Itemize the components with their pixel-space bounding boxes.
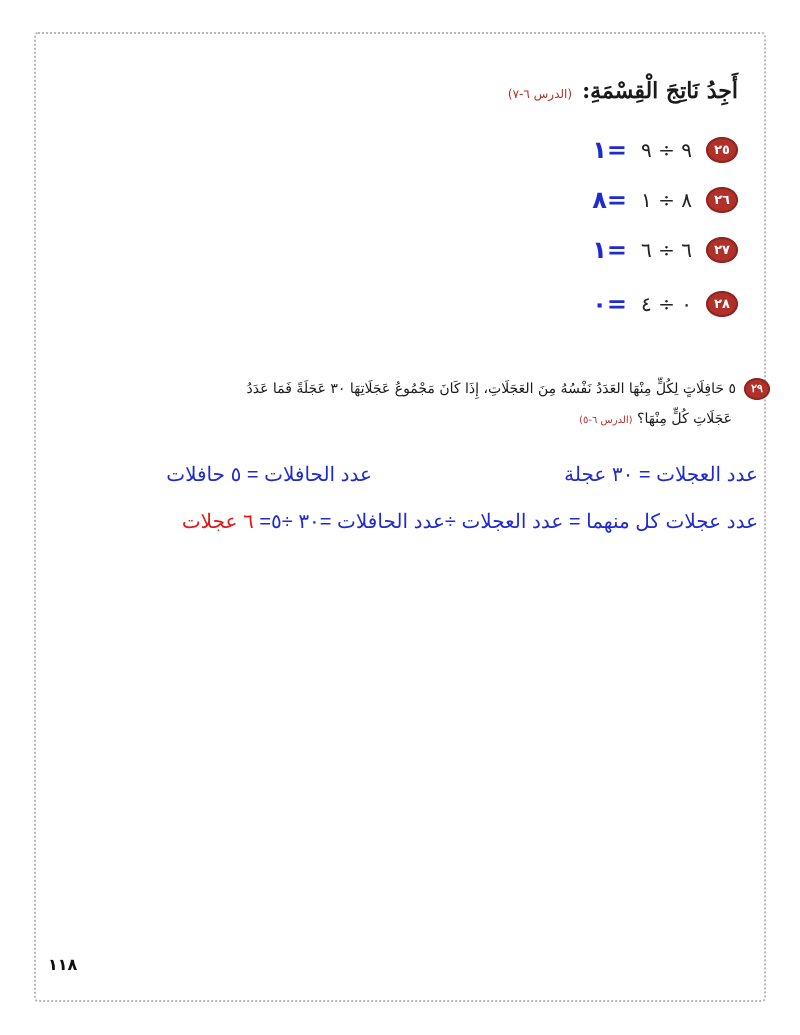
solution-buses: عدد الحافلات = ٥ حافلات [166,464,372,486]
problem-expression: ٠ ÷ ٤ [641,292,692,316]
word-problem-line-1 [50,374,770,404]
heading-lesson-ref: (الدرس ٦-٧) [507,87,573,101]
word-problem-line-2 [50,404,732,436]
problem-number-badge: ٢٥ [706,137,738,163]
problem-answer: =١ [592,136,628,164]
word-problem-lesson-ref: (الدرس ٦-٥) [579,415,633,426]
word-problem-text: ٥ حَافِلَاتٍ لِكُلٍّ مِنْهَا العَدَدُ نَفْسُهُ مِنَ العَجَلَاتِ، إِذَا كَانَ مَجْمُوعُ عَجَلَاتِهَا ٣٠ عَجَلَةً فَمَا عَدَدُ [246,381,736,397]
problem-26 [592,186,738,214]
problem-number-badge: ٢٧ [706,237,738,263]
problem-answer: =٨ [592,186,628,214]
problem-number-badge: ٢٨ [706,291,738,317]
problem-expression: ٩ ÷ ٩ [641,138,692,162]
word-problem-question: عَجَلَاتِ كُلٍّ مِنْهَا؟ [637,411,732,427]
word-problem [50,374,770,436]
problem-27 [592,236,738,264]
problem-number-badge: ٢٦ [706,187,738,213]
solution-formula-line [182,509,758,534]
problem-28 [592,290,738,318]
heading-title: أَجِدُ نَاتِجَ الْقِسْمَةِ: [582,78,738,104]
solution-result: ٦ عجلات [181,511,260,533]
word-problem-number-badge: ٢٩ [744,378,770,400]
solution-formula: عدد عجلات كل منهما = عدد العجلات ÷عدد الحافلات =٣٠ ÷٥= [259,511,758,533]
exercise-heading [508,78,738,104]
problem-answer: =٠ [592,290,628,318]
page-number: ١١٨ [48,955,78,974]
problem-expression: ٦ ÷ ٦ [641,238,692,262]
problem-expression: ٨ ÷ ١ [641,188,692,212]
problem-answer: =١ [592,236,628,264]
problem-25 [592,136,738,164]
solution-wheels: عدد العجلات = ٣٠ عجلة [564,464,758,486]
